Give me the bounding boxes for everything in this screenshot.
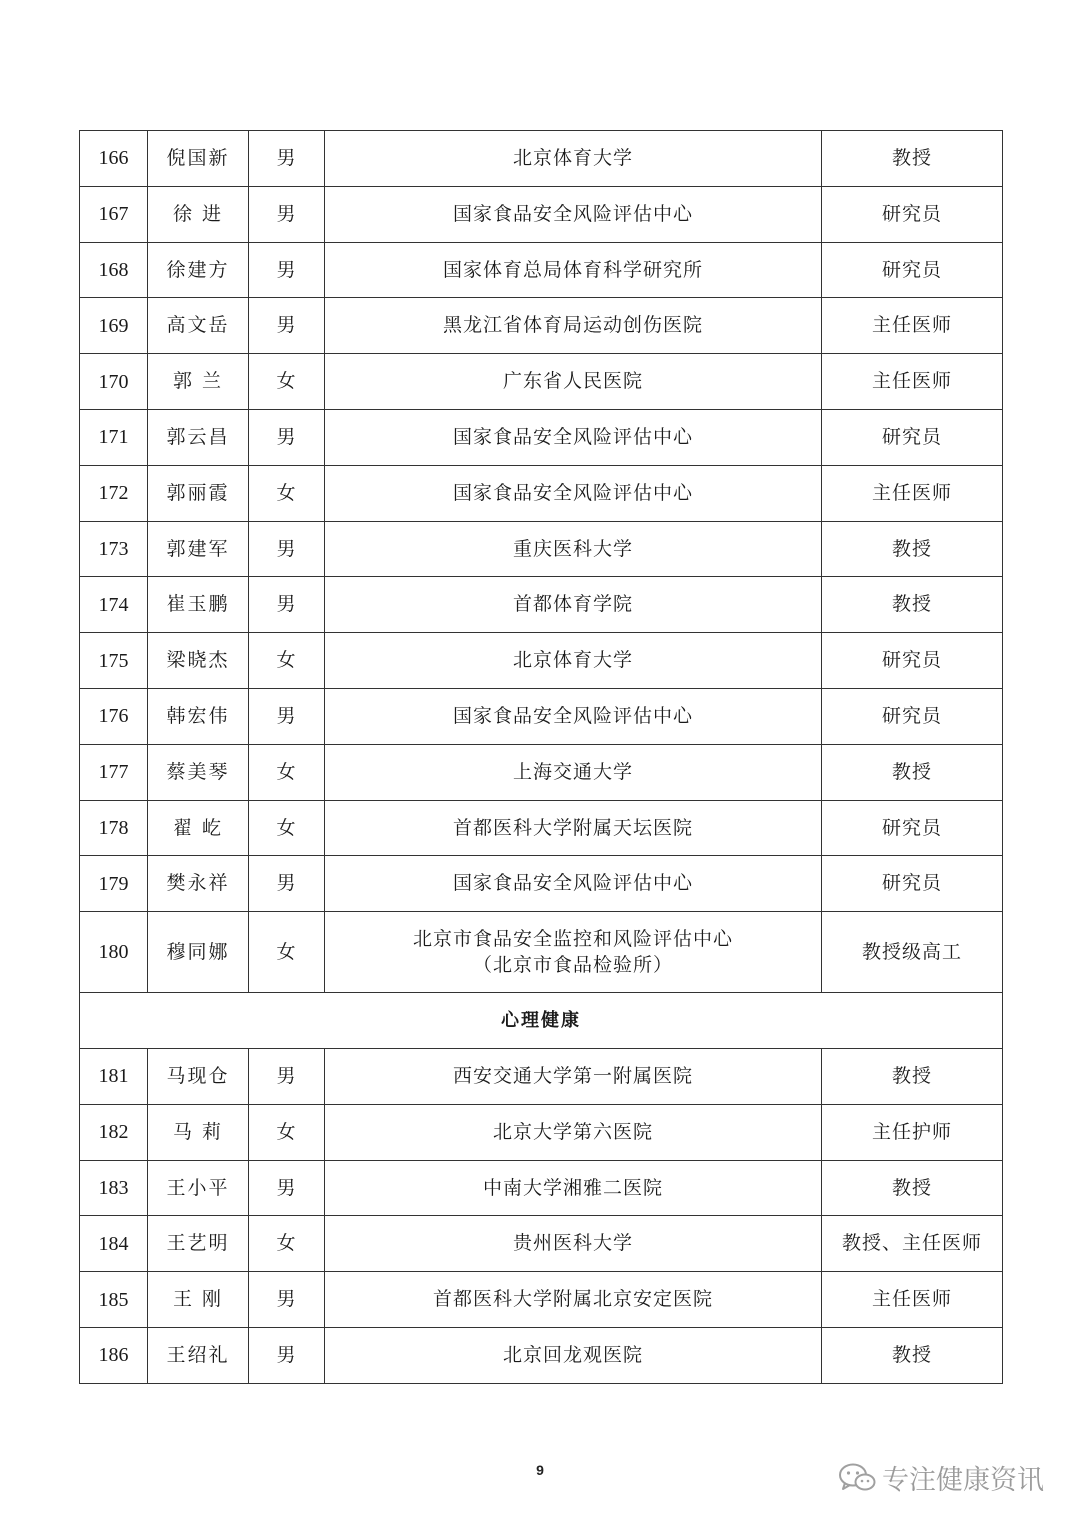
job-title-cell: 教授 xyxy=(822,1160,1003,1216)
job-title-cell: 教授 xyxy=(822,577,1003,633)
gender-cell: 女 xyxy=(249,800,325,856)
job-title-cell: 教授级高工 xyxy=(822,912,1003,993)
organization-cell xyxy=(325,465,822,521)
table-row xyxy=(80,912,1003,993)
table-row xyxy=(80,131,1003,187)
organization-cell xyxy=(325,912,822,993)
table-row xyxy=(80,633,1003,689)
row-number: 172 xyxy=(80,465,148,521)
row-number: 186 xyxy=(80,1327,148,1383)
organization-line: 首都体育学院 xyxy=(512,593,633,616)
organization-cell xyxy=(325,1048,822,1104)
table-row xyxy=(80,521,1003,577)
job-title-cell: 教授 xyxy=(822,1327,1003,1383)
table-row xyxy=(80,354,1003,410)
person-name: 穆同娜 xyxy=(148,912,249,993)
row-number: 175 xyxy=(80,633,148,689)
table-row xyxy=(80,1272,1003,1328)
gender-cell: 男 xyxy=(249,242,325,298)
organization-line: 中南大学湘雅二医院 xyxy=(482,1176,663,1199)
organization-line: 首都医科大学附属北京安定医院 xyxy=(432,1288,713,1311)
gender-cell: 女 xyxy=(249,1216,325,1272)
person-name: 郭丽霞 xyxy=(148,465,249,521)
job-title-cell: 教授 xyxy=(822,521,1003,577)
organization-cell xyxy=(325,577,822,633)
row-number: 170 xyxy=(80,354,148,410)
table-row xyxy=(80,800,1003,856)
row-number: 174 xyxy=(80,577,148,633)
row-number: 167 xyxy=(80,186,148,242)
person-name: 高文岳 xyxy=(148,298,249,354)
organization-cell xyxy=(325,131,822,187)
gender-cell: 男 xyxy=(249,1272,325,1328)
organization-cell xyxy=(325,1327,822,1383)
gender-cell: 男 xyxy=(249,186,325,242)
table-row xyxy=(80,465,1003,521)
organization-cell xyxy=(325,242,822,298)
gender-cell: 男 xyxy=(249,1160,325,1216)
table-row xyxy=(80,242,1003,298)
organization-line: 国家食品安全风险评估中心 xyxy=(452,705,693,728)
organization-line: 重庆医科大学 xyxy=(512,537,633,560)
gender-cell: 女 xyxy=(249,633,325,689)
person-name: 马 莉 xyxy=(148,1104,249,1160)
job-title-cell: 研究员 xyxy=(822,633,1003,689)
gender-cell: 男 xyxy=(249,131,325,187)
person-name: 徐 进 xyxy=(148,186,249,242)
gender-cell: 男 xyxy=(249,1048,325,1104)
organization-line: 北京体育大学 xyxy=(512,147,633,170)
gender-cell: 女 xyxy=(249,744,325,800)
expert-roster-table xyxy=(79,130,1003,1384)
person-name: 郭云昌 xyxy=(148,409,249,465)
organization-cell xyxy=(325,298,822,354)
watermark xyxy=(838,1458,1044,1497)
organization-cell xyxy=(325,354,822,410)
gender-cell: 男 xyxy=(249,298,325,354)
gender-cell: 男 xyxy=(249,577,325,633)
table-row xyxy=(80,688,1003,744)
job-title-cell: 研究员 xyxy=(822,409,1003,465)
organization-cell xyxy=(325,1272,822,1328)
job-title-cell: 研究员 xyxy=(822,856,1003,912)
organization-line: 广东省人民医院 xyxy=(502,370,643,393)
table-row xyxy=(80,409,1003,465)
person-name: 郭 兰 xyxy=(148,354,249,410)
wechat-icon xyxy=(838,1462,876,1494)
table-row xyxy=(80,1160,1003,1216)
gender-cell: 女 xyxy=(249,465,325,521)
organization-line: 首都医科大学附属天坛医院 xyxy=(452,816,693,839)
person-name: 马现仓 xyxy=(148,1048,249,1104)
organization-line: 北京市食品安全监控和风险评估中心 xyxy=(412,927,733,950)
person-name: 王艺明 xyxy=(148,1216,249,1272)
person-name: 蔡美琴 xyxy=(148,744,249,800)
person-name: 王 刚 xyxy=(148,1272,249,1328)
organization-cell xyxy=(325,856,822,912)
person-name: 郭建军 xyxy=(148,521,249,577)
table-row xyxy=(80,1048,1003,1104)
person-name: 徐建方 xyxy=(148,242,249,298)
organization-line: 国家食品安全风险评估中心 xyxy=(452,872,693,895)
organization-cell xyxy=(325,800,822,856)
organization-cell xyxy=(325,688,822,744)
person-name: 梁晓杰 xyxy=(148,633,249,689)
organization-line: 北京回龙观医院 xyxy=(502,1344,643,1367)
organization-cell xyxy=(325,186,822,242)
job-title-cell: 研究员 xyxy=(822,186,1003,242)
job-title-cell: 教授、主任医师 xyxy=(822,1216,1003,1272)
job-title-cell: 主任医师 xyxy=(822,465,1003,521)
person-name: 王小平 xyxy=(148,1160,249,1216)
organization-line: 北京大学第六医院 xyxy=(492,1120,653,1143)
organization-cell xyxy=(325,744,822,800)
organization-line: 国家食品安全风险评估中心 xyxy=(452,202,693,225)
row-number: 168 xyxy=(80,242,148,298)
table-row xyxy=(80,744,1003,800)
gender-cell: 男 xyxy=(249,521,325,577)
person-name: 崔玉鹏 xyxy=(148,577,249,633)
organization-line: 国家食品安全风险评估中心 xyxy=(452,426,693,449)
table-row xyxy=(80,1104,1003,1160)
gender-cell: 女 xyxy=(249,354,325,410)
organization-cell xyxy=(325,409,822,465)
gender-cell: 女 xyxy=(249,1104,325,1160)
gender-cell: 女 xyxy=(249,912,325,993)
row-number: 177 xyxy=(80,744,148,800)
section-title: 心理健康 xyxy=(80,993,1003,1049)
job-title-cell: 研究员 xyxy=(822,800,1003,856)
organization-line: 国家食品安全风险评估中心 xyxy=(452,481,693,504)
person-name: 倪国新 xyxy=(148,131,249,187)
gender-cell: 男 xyxy=(249,856,325,912)
row-number: 176 xyxy=(80,688,148,744)
person-name: 樊永祥 xyxy=(148,856,249,912)
person-name: 王绍礼 xyxy=(148,1327,249,1383)
person-name: 翟 屹 xyxy=(148,800,249,856)
row-number: 185 xyxy=(80,1272,148,1328)
job-title-cell: 教授 xyxy=(822,131,1003,187)
row-number: 179 xyxy=(80,856,148,912)
row-number: 180 xyxy=(80,912,148,993)
job-title-cell: 研究员 xyxy=(822,688,1003,744)
organization-cell xyxy=(325,633,822,689)
person-name: 韩宏伟 xyxy=(148,688,249,744)
row-number: 169 xyxy=(80,298,148,354)
row-number: 173 xyxy=(80,521,148,577)
organization-line: 国家体育总局体育科学研究所 xyxy=(442,258,703,281)
row-number: 181 xyxy=(80,1048,148,1104)
row-number: 166 xyxy=(80,131,148,187)
row-number: 184 xyxy=(80,1216,148,1272)
table-row xyxy=(80,298,1003,354)
gender-cell: 男 xyxy=(249,688,325,744)
job-title-cell: 主任医师 xyxy=(822,354,1003,410)
section-header-row xyxy=(80,993,1003,1049)
table-row xyxy=(80,577,1003,633)
table-row xyxy=(80,1327,1003,1383)
organization-cell xyxy=(325,1160,822,1216)
organization-line: 北京体育大学 xyxy=(512,649,633,672)
table-row xyxy=(80,856,1003,912)
organization-line: （北京市食品检验所） xyxy=(472,954,673,977)
row-number: 182 xyxy=(80,1104,148,1160)
job-title-cell: 教授 xyxy=(822,744,1003,800)
row-number: 183 xyxy=(80,1160,148,1216)
gender-cell: 男 xyxy=(249,409,325,465)
row-number: 178 xyxy=(80,800,148,856)
table-row xyxy=(80,1216,1003,1272)
organization-cell xyxy=(325,1104,822,1160)
gender-cell: 男 xyxy=(249,1327,325,1383)
organization-line: 上海交通大学 xyxy=(512,760,633,783)
row-number: 171 xyxy=(80,409,148,465)
job-title-cell: 主任医师 xyxy=(822,298,1003,354)
job-title-cell: 教授 xyxy=(822,1048,1003,1104)
organization-line: 黑龙江省体育局运动创伤医院 xyxy=(442,314,703,337)
organization-cell xyxy=(325,1216,822,1272)
organization-line: 贵州医科大学 xyxy=(512,1232,633,1255)
job-title-cell: 主任医师 xyxy=(822,1272,1003,1328)
watermark-text: 专注健康资讯 xyxy=(882,1465,1044,1496)
job-title-cell: 主任护师 xyxy=(822,1104,1003,1160)
organization-cell xyxy=(325,521,822,577)
table-row xyxy=(80,186,1003,242)
page-number: 9 xyxy=(536,1462,544,1478)
job-title-cell: 研究员 xyxy=(822,242,1003,298)
organization-line: 西安交通大学第一附属医院 xyxy=(452,1065,693,1088)
